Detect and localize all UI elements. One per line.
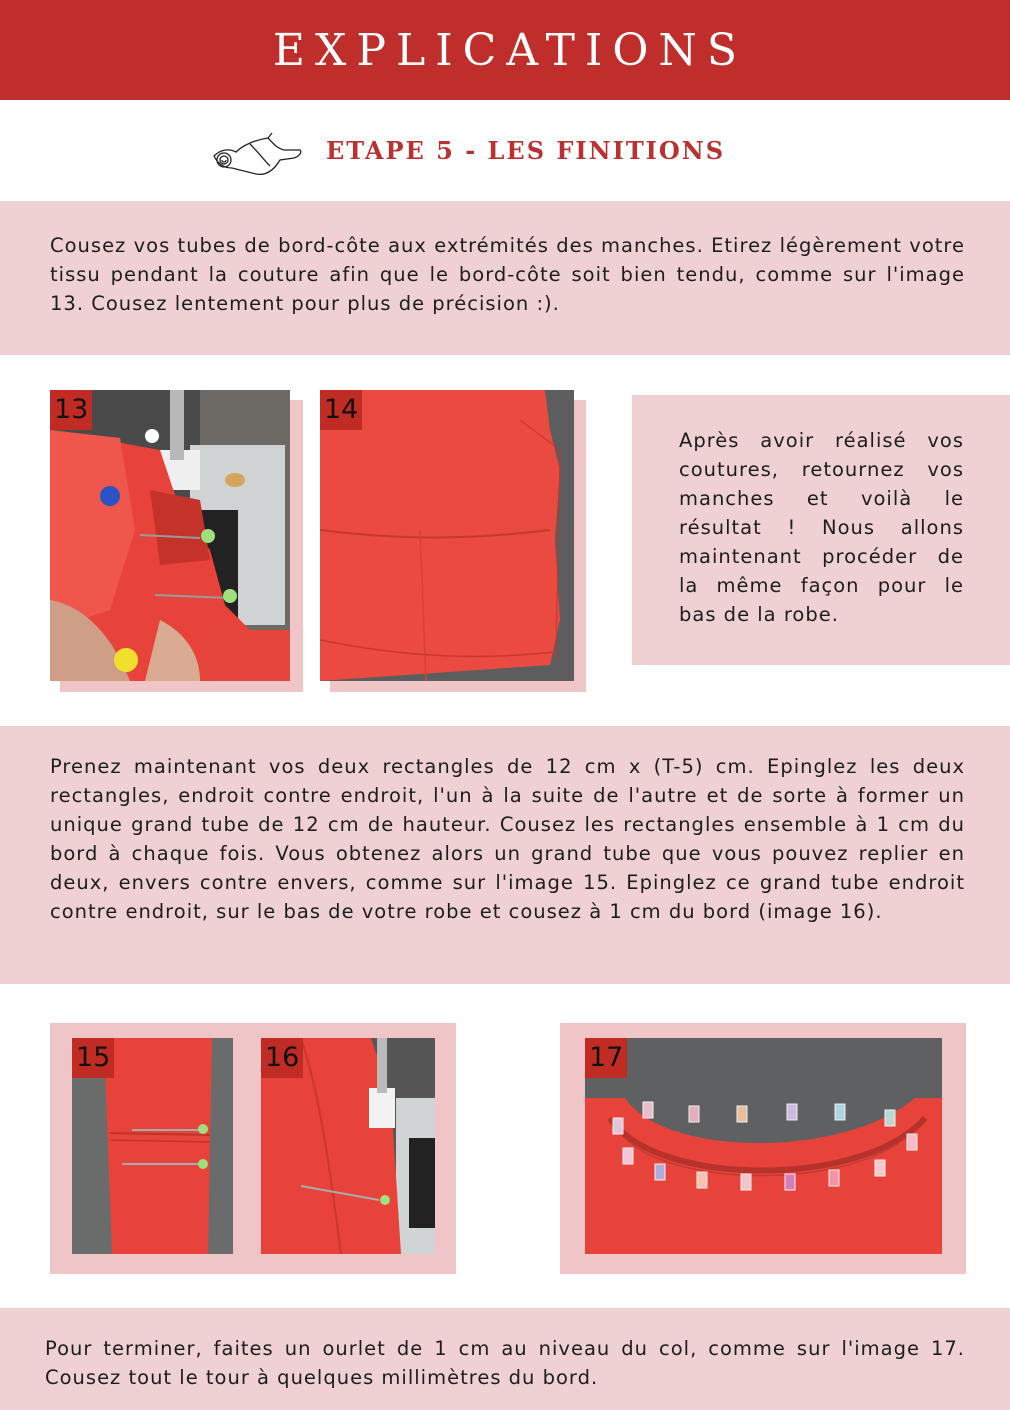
photo-16	[261, 1038, 435, 1254]
paragraph-4: Pour terminer, faites un ourlet de 1 cm au niveau du col, comme sur l'image 17. Cousez tout le tour à quelques millimètres du bord.	[45, 1337, 965, 1389]
intro-panel	[0, 201, 1010, 355]
photo-number-14: 14	[320, 390, 362, 430]
photo-14	[320, 390, 574, 681]
photo-15	[72, 1038, 233, 1254]
photo-number-15: 15	[72, 1038, 114, 1078]
page-title: EXPLICATIONS	[272, 24, 748, 76]
step-title: ETAPE 5 - LES FINITIONS	[326, 136, 726, 165]
result-panel	[632, 395, 1010, 665]
paragraph-2: Après avoir réalisé vos coutures, retournez vos manches et voilà le résultat ! Nous allons maintenant procéder de la même façon pour le bas de la robe.	[679, 429, 964, 626]
sewing-tools-icon	[210, 130, 304, 180]
photo-number-13: 13	[50, 390, 92, 430]
photo-17	[585, 1038, 942, 1254]
header-bar	[0, 0, 1010, 100]
closing-panel	[0, 1308, 1010, 1410]
paragraph-3: Prenez maintenant vos deux rectangles de 12 cm x (T-5) cm. Epinglez les deux rectangles, endroit contre endroit, l'un à la suite de l'autre et de sorte à former un unique grand tube de 12 cm de hauteur. Cousez les rectangles ensemble à 1 cm du bord à chaque fois. Vous obtenez alors un grand tube que vous pouvez replier en deux, envers contre envers, comme sur l'image 15. Epinglez ce grand tube endroit contre endroit, sur le bas de votre robe et cousez à 1 cm du bord (image 16).	[50, 755, 965, 923]
photo-13	[50, 390, 290, 681]
paragraph-1: Cousez vos tubes de bord-côte aux extrémités des manches. Etirez légèrement votre tissu pendant la couture afin que le bord-côte soit bien tendu, comme sur l'image 13. Cousez lentement pour plus de précision :).	[50, 234, 965, 315]
photo-number-17: 17	[585, 1038, 627, 1078]
instructions-panel	[0, 726, 1010, 984]
photo-number-16: 16	[261, 1038, 303, 1078]
